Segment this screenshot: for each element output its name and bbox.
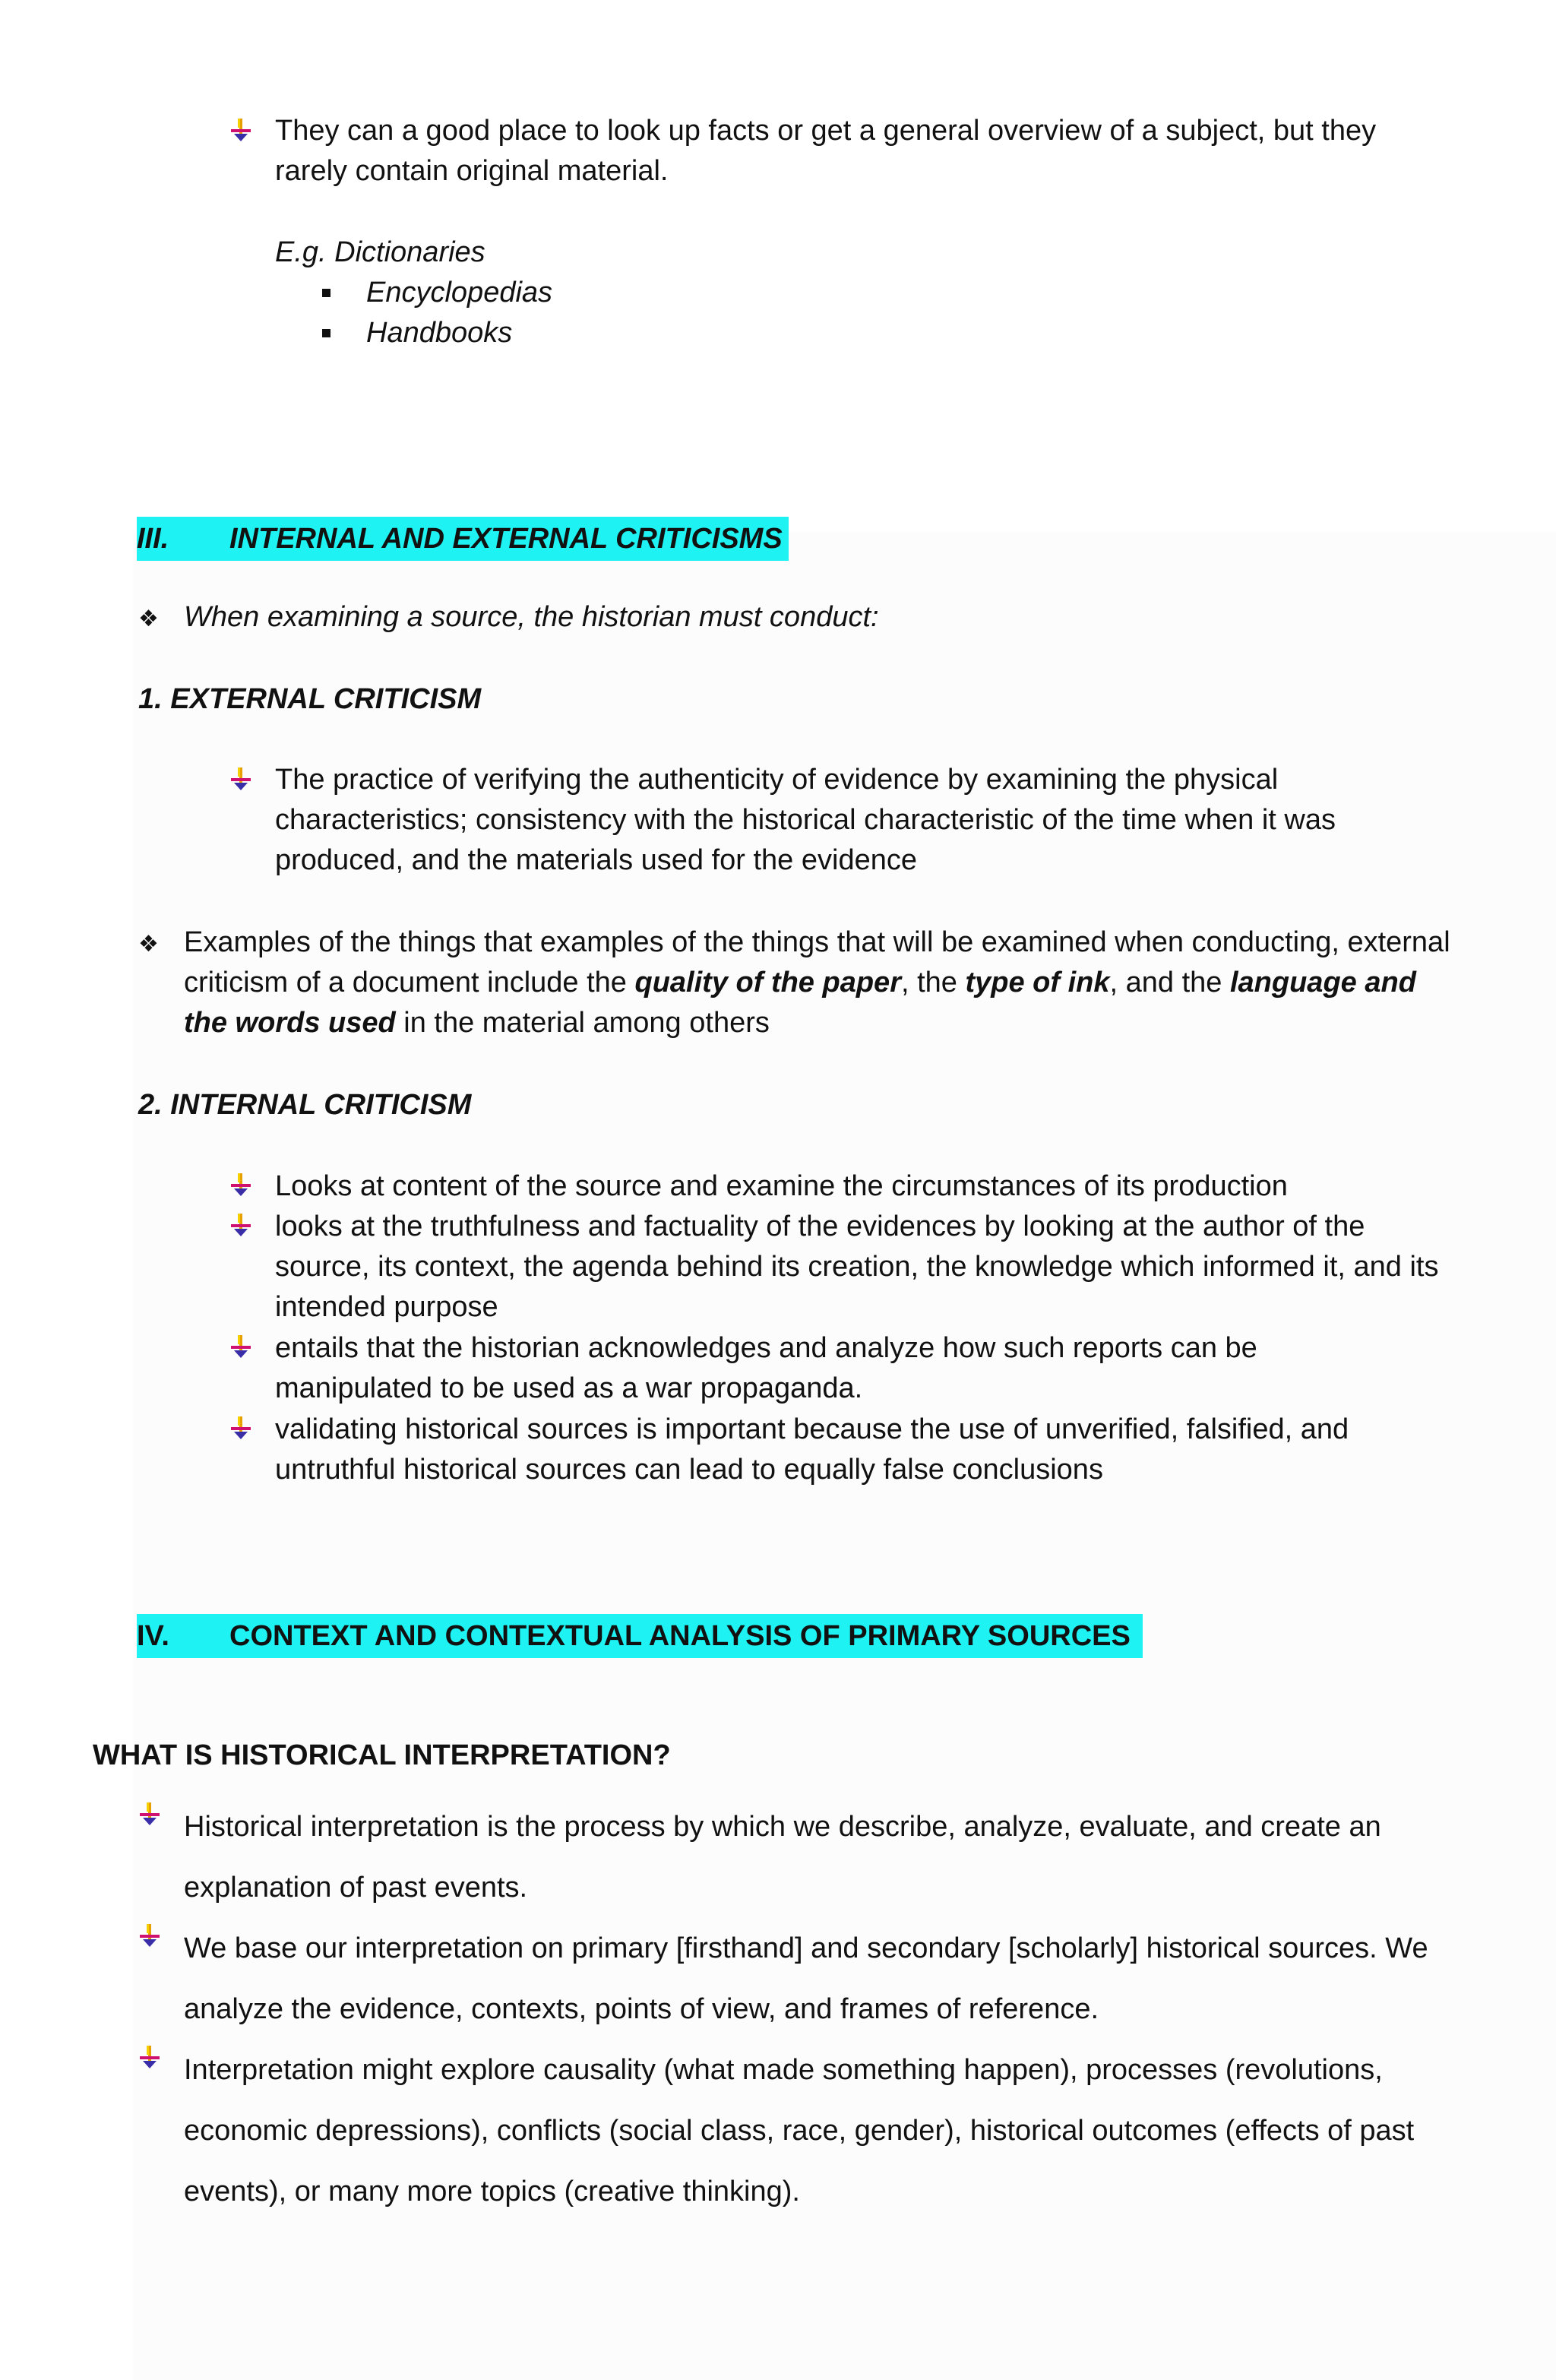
arrow-down-bullet-icon xyxy=(229,1172,252,1198)
examples-emphasis-ink: type of ink xyxy=(965,967,1110,999)
arrow-down-bullet-icon xyxy=(229,1334,252,1359)
examples-text-2: , the xyxy=(900,967,966,999)
internal-criticism-bullet: Looks at content of the source and examine the circumstances of its production xyxy=(275,1170,1288,1202)
eg-item: Handbooks xyxy=(366,317,513,349)
examples-emphasis-paper: quality of the paper xyxy=(634,967,901,999)
section-4-title: CONTEXT AND CONTEXTUAL ANALYSIS OF PRIMARY SOURCES xyxy=(229,1620,1131,1652)
eg-label: E.g. Dictionaries xyxy=(275,236,485,268)
internal-criticism-bullet: entails that the historian acknowledges and analyze how such reports can be manipulated to be used as a war propaganda. xyxy=(275,1332,1257,1404)
arrow-down-bullet-icon xyxy=(229,1415,252,1441)
arrow-down-bullet-icon xyxy=(229,117,252,143)
section-4-numeral: IV. xyxy=(137,1620,169,1652)
section-4-heading xyxy=(137,1614,1143,1662)
internal-criticism-heading: 2. INTERNAL CRITICISM xyxy=(138,1089,472,1121)
arrow-down-bullet-icon xyxy=(229,1212,252,1238)
external-criticism-examples xyxy=(184,923,1460,1043)
diamond-star-icon: ❖ xyxy=(138,606,159,631)
examples-emphasis-language: language and the words used xyxy=(184,967,1416,1039)
square-bullet-icon xyxy=(322,329,330,337)
intro-bullet-text: They can a good place to look up facts or get a general overview of a subject, but they rarely contain original material. xyxy=(275,115,1377,187)
section-3-lead: When examining a source, the historian must conduct: xyxy=(184,601,879,633)
section-3-numeral: III. xyxy=(137,523,169,555)
arrow-down-bullet-icon xyxy=(138,1801,161,1827)
arrow-down-bullet-icon xyxy=(138,1923,161,1948)
examples-text-4: in the material among others xyxy=(395,1007,770,1039)
examples-text-3: , and the xyxy=(1109,967,1230,999)
square-bullet-icon xyxy=(322,289,330,297)
eg-item: Encyclopedias xyxy=(366,277,553,309)
diamond-star-icon: ❖ xyxy=(138,932,159,957)
external-criticism-heading: 1. EXTERNAL CRITICISM xyxy=(138,683,482,715)
interpretation-bullet: Interpretation might explore causality (what made something happen), processes (revolutions, economic depressions), conflicts (social class, race, gender), historical outcomes (effects of past events), or many more topics (creative thinking). xyxy=(184,2054,1415,2208)
historical-interpretation-question: WHAT IS HISTORICAL INTERPRETATION? xyxy=(93,1739,671,1771)
internal-criticism-bullet: looks at the truthfulness and factuality of the evidences by looking at the author of the source, its context, the agenda behind its creation, the knowledge which informed it, and its intended purpose xyxy=(275,1211,1439,1323)
arrow-down-bullet-icon xyxy=(138,2044,161,2070)
section-3-title: INTERNAL AND EXTERNAL CRITICISMS xyxy=(229,523,783,555)
internal-criticism-bullet: validating historical sources is important because the use of unverified, falsified, and untruthful historical sources can lead to equally false conclusions xyxy=(275,1413,1349,1486)
interpretation-bullet: We base our interpretation on primary [firsthand] and secondary [scholarly] historical sources. We analyze the evidence, contexts, points of view, and frames of reference. xyxy=(184,1932,1428,2025)
section-3-heading xyxy=(137,517,789,565)
interpretation-bullet: Historical interpretation is the process by which we describe, analyze, evaluate, and create an explanation of past events. xyxy=(184,1811,1381,1904)
examples-text-1: Examples of the things that examples of the things that will be examined when conducting, external criticism of a document include the xyxy=(184,926,1450,999)
arrow-down-bullet-icon xyxy=(229,766,252,792)
external-criticism-definition: The practice of verifying the authenticity of evidence by examining the physical characteristics; consistency with the historical characteristic of the time when it was produced, and the materials used for the evidence xyxy=(275,764,1336,876)
